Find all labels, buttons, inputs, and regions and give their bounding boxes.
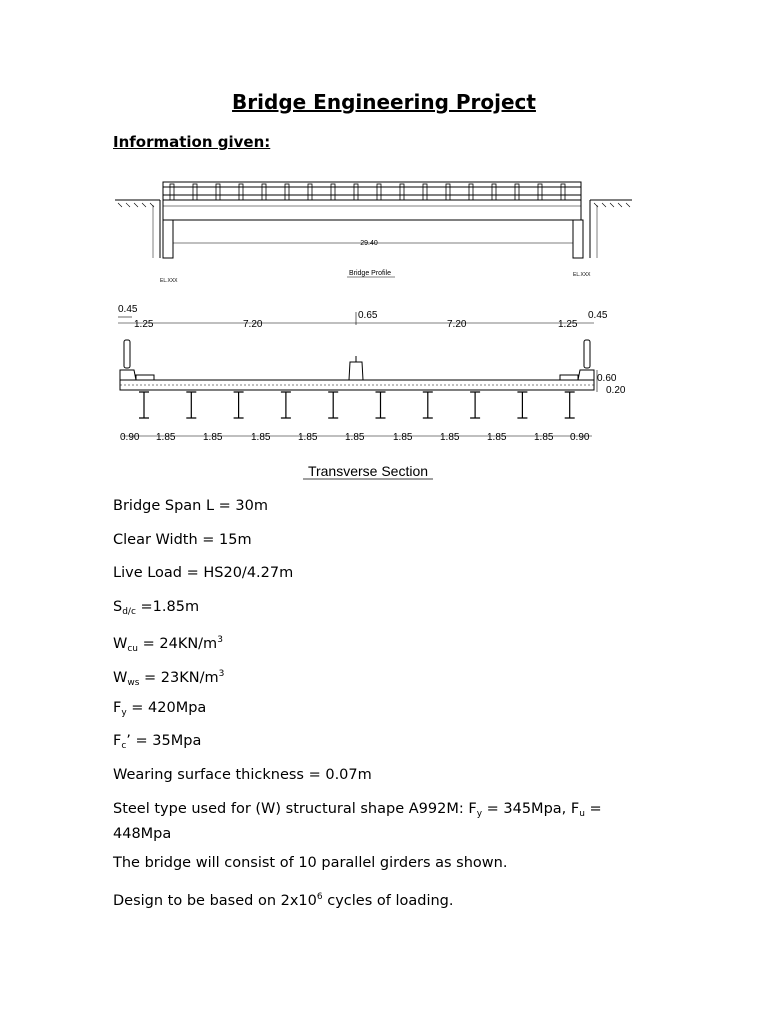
railing-post (193, 184, 197, 200)
bottom-dimension-label: 1.85 (487, 432, 507, 443)
railing-post (262, 184, 266, 200)
bottom-dimension-label: 1.85 (440, 432, 460, 443)
railing-post (354, 184, 358, 200)
dim-065: 0.65 (358, 310, 378, 321)
yield-strength-line: $F_y = 420Mpa$ (113, 700, 207, 718)
transverse-section-caption: Transverse Section (307, 463, 429, 479)
railing-post (170, 184, 174, 200)
bottom-dimension-label: 1.85 (156, 432, 176, 443)
girder-spacing-line: $S_{d/c} =1.85m$ (113, 599, 200, 617)
dim-125-left: 1.25 (134, 319, 154, 330)
bottom-dimension-label: 1.85 (534, 432, 554, 443)
railing-post (285, 184, 289, 200)
girder (186, 392, 196, 418)
railing-post (239, 184, 243, 200)
bridge-span-line: Bridge Span L = 30m (113, 498, 268, 514)
girder (423, 392, 433, 418)
section-heading: Information given: (113, 133, 271, 151)
girder (376, 392, 386, 418)
left-elevation-label: EL.XXX (160, 278, 178, 284)
bridge-profile-caption: Bridge Profile (348, 270, 392, 277)
bottom-dimension-label: 1.85 (345, 432, 365, 443)
dim-020: 0.20 (606, 385, 626, 396)
transverse-section-drawing (118, 312, 597, 392)
bottom-dimension-label: 0.90 (570, 432, 590, 443)
dim-060: 0.60 (597, 373, 617, 384)
girder (517, 392, 527, 418)
girders-line: The bridge will consist of 10 parallel girders as shown. (113, 855, 508, 871)
girder (565, 392, 575, 418)
bottom-dimension-label: 1.85 (298, 432, 318, 443)
girder (328, 392, 338, 418)
bottom-dimension-label: 1.85 (251, 432, 271, 443)
railing-post (515, 184, 519, 200)
railing-post (469, 184, 473, 200)
dim-045-right: 0.45 (588, 310, 608, 321)
girder (281, 392, 291, 418)
girder (470, 392, 480, 418)
design-cycles-line: Design to be based on $2x10^6$ cycles of loading. (113, 892, 454, 909)
railing-post (331, 184, 335, 200)
dim-125-right: 1.25 (558, 319, 578, 330)
wearing-surface-line: Wearing surface thickness = 0.07m (113, 767, 372, 783)
span-dimension-label: 29.40 (360, 240, 378, 247)
girder (139, 392, 149, 418)
unit-weight-wearing-line: $W_{ws} = 23KN/m^3$ (113, 669, 225, 688)
dim-720-right: 7.20 (447, 319, 467, 330)
railing-post (538, 184, 542, 200)
right-elevation-label: EL.XXX (573, 272, 591, 278)
railing-post (216, 184, 220, 200)
bottom-dimension-label: 1.85 (203, 432, 223, 443)
bottom-dimension-label: 0.90 (120, 432, 140, 443)
page-title: Bridge Engineering Project (232, 90, 536, 114)
railing-post (423, 184, 427, 200)
steel-type-line: Steel type used for (W) structural shape A992M: $F_y = 345Mpa$, $F_u = 448Mpa$ (113, 801, 602, 842)
concrete-strength-line: $F_c$’ = 35Mpa (113, 733, 202, 751)
railing-post (561, 184, 565, 200)
railing-post (377, 184, 381, 200)
live-load-line: Live Load = HS20/4.27m (113, 565, 294, 581)
unit-weight-concrete-line: $W_{cu} = 24KN/m^3$ (113, 635, 223, 654)
railing-post (400, 184, 404, 200)
dim-045-left: 0.45 (118, 304, 138, 315)
clear-width-line: Clear Width = 15m (113, 532, 252, 548)
girder (234, 392, 244, 418)
bottom-dimension-label: 1.85 (393, 432, 413, 443)
railing-post (308, 184, 312, 200)
railing-post (492, 184, 496, 200)
dim-720-left: 7.20 (243, 319, 263, 330)
railing-post (446, 184, 450, 200)
bridge-drawings (0, 0, 768, 490)
